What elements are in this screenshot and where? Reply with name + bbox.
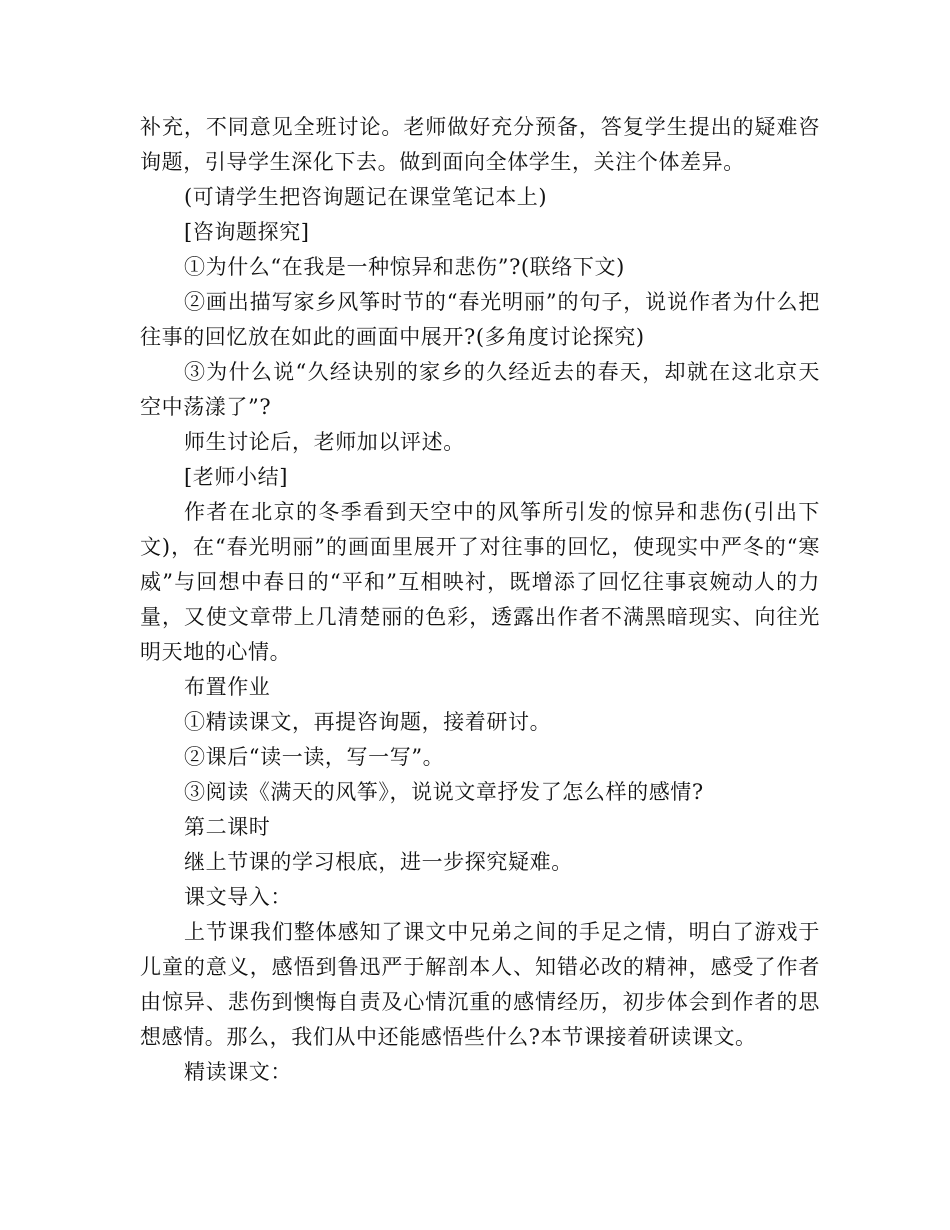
- paragraph-continue-study: 继上节课的学习根底，进一步探究疑难。: [184, 850, 573, 874]
- section-heading-close-reading: 精读课文：: [184, 1060, 292, 1084]
- section-heading-lesson-intro: 课文导入：: [184, 885, 292, 909]
- question-item-1: ①为什么“在我是一种惊异和悲伤”?(联络下文): [184, 255, 625, 279]
- paragraph-note: (可请学生把咨询题记在课堂笔记本上): [184, 185, 548, 209]
- question-item-3: ③为什么说“久经诀别的家乡的久经近去的春天，却就在这北京天空中荡漾了”?: [140, 360, 820, 419]
- paragraph-discussion: 师生讨论后，老师加以评述。: [184, 430, 465, 454]
- paragraph-summary: 作者在北京的冬季看到天空中的风筝所引发的惊异和悲伤(引出下文)，在“春光明丽”的画面里展开了对往事的回忆，使现实中严冬的“寒威”与回想中春日的“平和”互相映衬，既增添了回忆往事哀婉动人的力量，又使文章带上几清楚丽的色彩，透露出作者不满黑暗现实、向往光明天地的心情。: [140, 500, 820, 664]
- paragraph-continuation: 补充，不同意见全班讨论。老师做好充分预备，答复学生提出的疑难咨询题，引导学生深化下去。做到面向全体学生，关注个体差异。: [140, 115, 820, 174]
- homework-item-3: ③阅读《满天的风筝》，说说文章抒发了怎么样的感情?: [184, 780, 704, 804]
- section-heading-second-lesson: 第二课时: [184, 815, 271, 839]
- paragraph-lesson-intro: 上节课我们整体感知了课文中兄弟之间的手足之情，明白了游戏于儿童的意义，感悟到鲁迅严于解剖本人、知错必改的精神，感受了作者由惊异、悲伤到懊悔自责及心情沉重的感情经历，初步体会到作者的思想感情。那么，我们从中还能感悟些什么?本节课接着研读课文。: [140, 920, 820, 1049]
- document-body: [140, 110, 820, 1090]
- section-heading-homework: 布置作业: [184, 675, 271, 699]
- question-item-2: ②画出描写家乡风筝时节的“春光明丽”的句子，说说作者为什么把往事的回忆放在如此的画面中展开?(多角度讨论探究): [140, 290, 820, 349]
- section-heading-teacher-summary: [老师小结]: [184, 465, 288, 489]
- homework-item-2: ②课后“读一读，写一写”。: [184, 745, 445, 769]
- homework-item-1: ①精读课文，再提咨询题，接着研讨。: [184, 710, 552, 734]
- section-heading-question-inquiry: [咨询题探究]: [184, 220, 310, 244]
